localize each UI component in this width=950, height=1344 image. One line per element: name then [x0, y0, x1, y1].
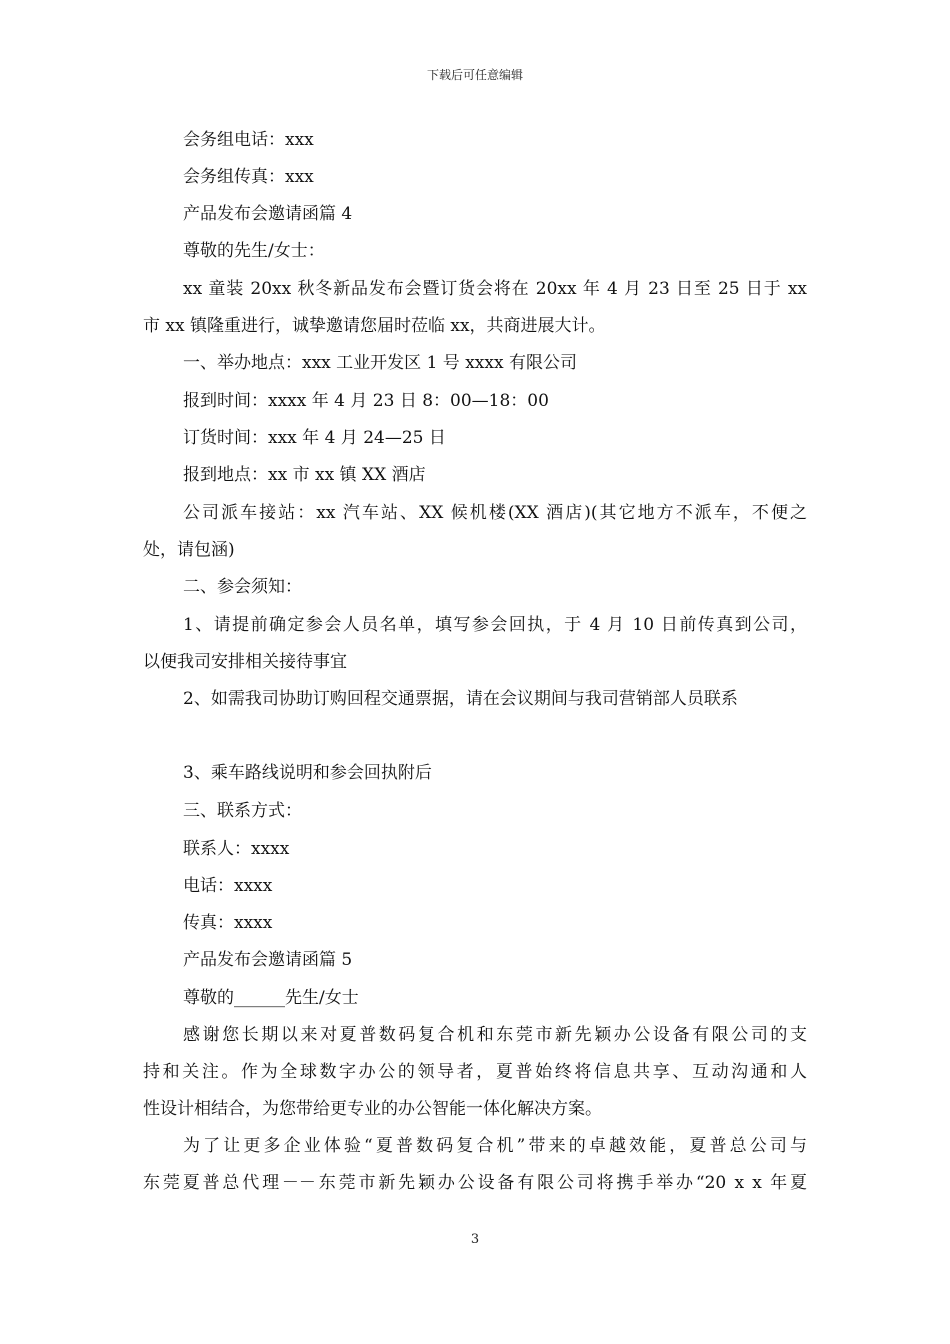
paragraph-line: 1、请提前确定参会人员名单，填写参会回执，于 4 月 10 日前传真到公司， [183, 615, 807, 635]
paragraph-line: 以便我司安排相关接待事宜 [143, 652, 347, 672]
section-heading: 二、参会须知： [183, 577, 302, 597]
page-number: 3 [470, 1232, 480, 1247]
salutation: 尊敬的先生/女士： [183, 241, 325, 261]
text-line: 一、举办地点：xxx 工业开发区 1 号 xxxx 有限公司 [183, 353, 577, 373]
paragraph-line: 性设计相结合，为您带给更专业的办公智能一体化解决方案。 [143, 1099, 602, 1119]
text-line: 会务组传真：xxx [183, 167, 314, 187]
paragraph-line: 市 xx 镇隆重进行，诚挚邀请您届时莅临 xx，共商进展大计。 [143, 316, 606, 336]
text-line: 2、如需我司协助订购回程交通票据，请在会议期间与我司营销部人员联系 [183, 689, 738, 709]
salutation: 尊敬的______先生/女士 [183, 988, 359, 1008]
text-line: 3、乘车路线说明和参会回执附后 [183, 763, 432, 783]
paragraph-line: 为了让更多企业体验“夏普数码复合机”带来的卓越效能，夏普总公司与 [183, 1136, 807, 1156]
text-line: 报到地点：xx 市 xx 镇 XX 酒店 [183, 465, 426, 485]
section-heading: 产品发布会邀请函篇 5 [183, 950, 353, 970]
text-line: 报到时间：xxxx 年 4 月 23 日 8：00—18：00 [183, 391, 549, 411]
paragraph-line: xx 童装 20xx 秋冬新品发布会暨订货会将在 20xx 年 4 月 23 日至 25 日于 xx [183, 279, 807, 299]
section-heading: 三、联系方式： [183, 801, 302, 821]
text-line: 订货时间：xxx 年 4 月 24—25 日 [183, 428, 446, 448]
paragraph-line: 东莞夏普总代理－－东莞市新先颖办公设备有限公司将携手举办“20 x x 年夏 [143, 1173, 807, 1193]
paragraph-line: 持和关注。作为全球数字办公的领导者，夏普始终将信息共享、互动沟通和人 [143, 1062, 807, 1082]
text-line: 会务组电话：xxx [183, 130, 314, 150]
text-line: 联系人：xxxx [183, 839, 290, 859]
paragraph-line: 公司派车接站：xx 汽车站、XX 候机楼(XX 酒店)(其它地方不派车，不便之 [183, 503, 807, 523]
text-line: 传真：xxxx [183, 913, 273, 933]
text-line: 电话：xxxx [183, 876, 273, 896]
page-header: 下载后可任意编辑 [426, 68, 523, 82]
paragraph-line: 感谢您长期以来对夏普数码复合机和东莞市新先颖办公设备有限公司的支 [183, 1025, 807, 1045]
section-heading: 产品发布会邀请函篇 4 [183, 204, 353, 224]
paragraph-line: 处，请包涵) [143, 540, 235, 560]
